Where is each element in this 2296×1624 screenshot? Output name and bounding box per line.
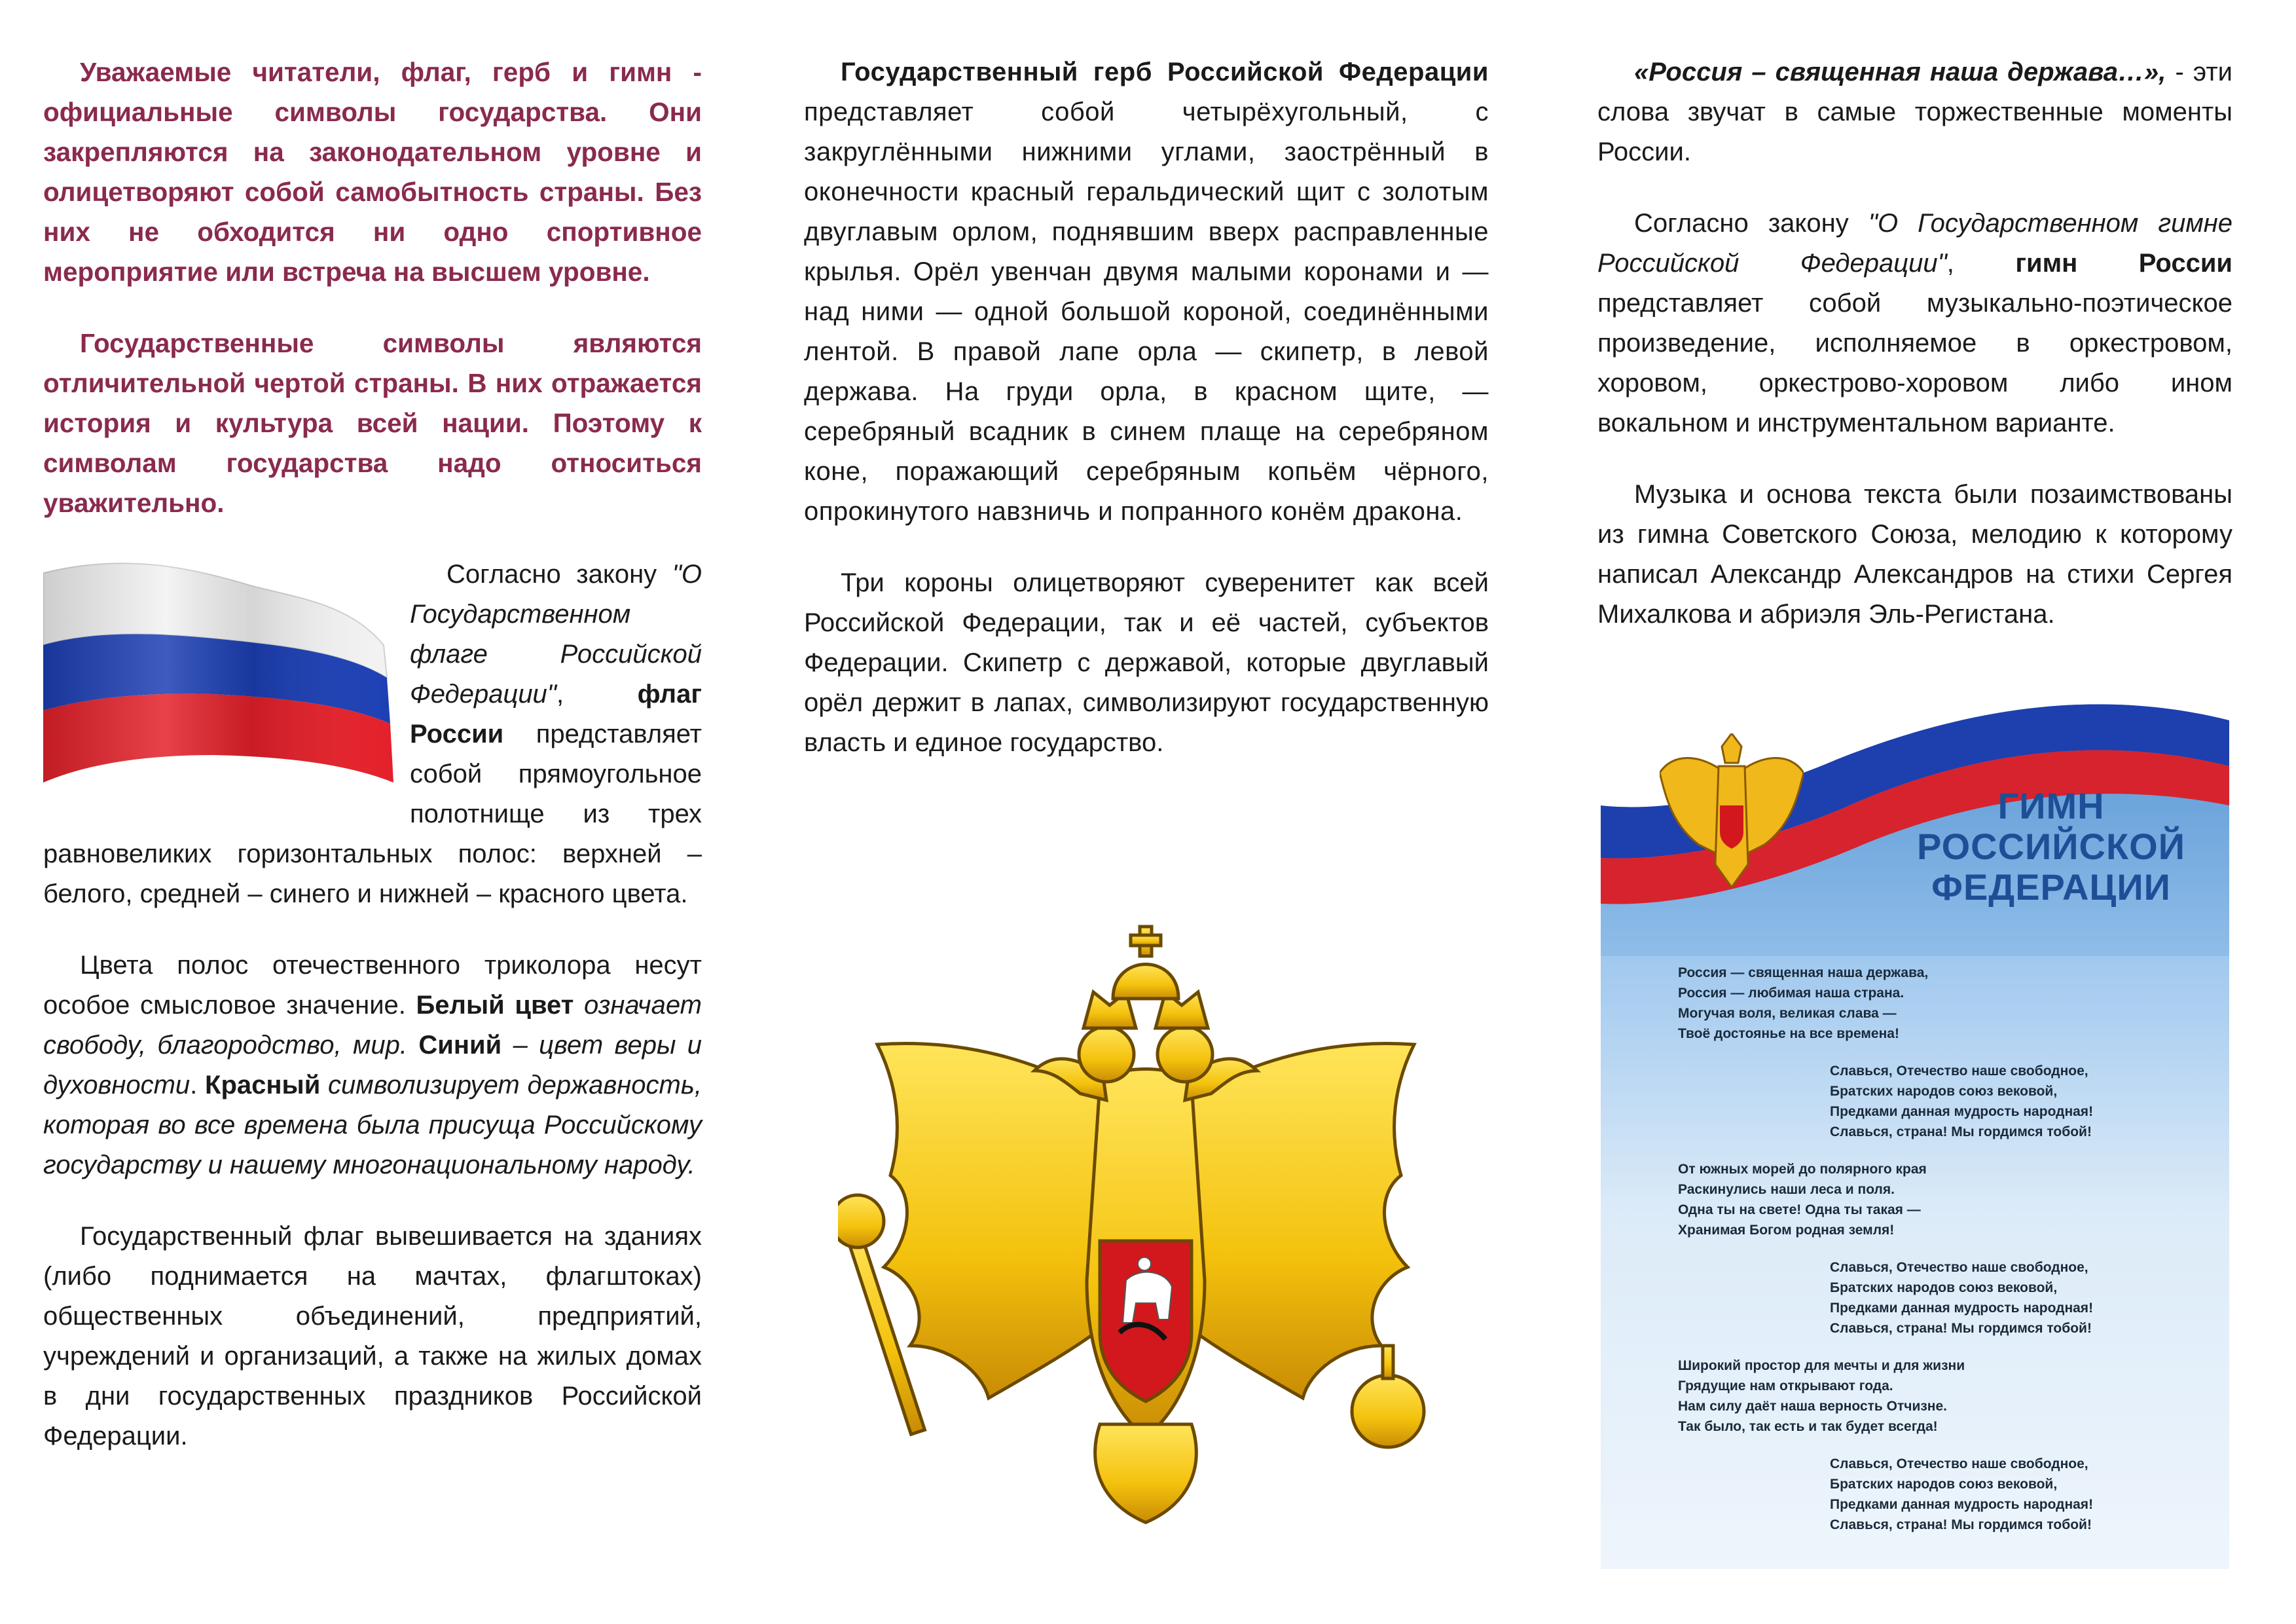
coat-of-arms-image: [838, 913, 1453, 1529]
anthem-quote-paragraph: «Россия – священная наша держава…», - эти слова звучат в самые торжественные моменты России.: [1597, 58, 2232, 166]
column-flag: [43, 52, 702, 1456]
anthem-music-paragraph: Музыка и основа текста были позаимствованы из гимна Советского Союза, мелодию к которому написал Александр Александров на стихи Сергея Михалкова и абриэля Эль-Регистана.: [1597, 480, 2232, 629]
anthem-chorus-1: Славься, Отечество наше свободное, Братских народов союз вековой, Предками данная мудрость народная! Славься, страна! Мы гордимся тобой!: [1830, 1063, 2094, 1139]
intro-paragraph: Уважаемые читатели, флаг, герб и гимн - официальные символы государства. Они закрепляются на законодательном уровне и олицетворяют собой самобытность страны. Без них не обходится ни одно спортивное мероприятие или встреча на высшем уровне.: [43, 57, 702, 287]
anthem-verse-2: От южных морей до полярного края Раскинулись наши леса и поля. Одна ты на свете! Одна ты такая — Хранимая Богом родная земля!: [1678, 1162, 1927, 1238]
anthem-poster: [1601, 681, 2229, 1569]
crowns-paragraph: Три короны олицетворяют суверенитет как всей Российской Федерации, так и её частей, субъектов Федерации. Скипетр с державой, которые двуглавый орёл держит в лапах, символизируют государственную власть и единое государство.: [804, 568, 1489, 757]
flag-hanging-paragraph: Государственный флаг вывешивается на зданиях (либо поднимается на мачтах, флагштоках) общественных объединений, предприятий, учреждений и организаций, а также на жилых домах в дни государственных праздников Российской Федерации.: [43, 1222, 702, 1450]
symbols-paragraph: Государственные символы являются отличительной чертой страны. В них отражается история и культура всей нации. Поэтому к символам государства надо относиться уважительно.: [43, 328, 702, 518]
flag-section: [43, 555, 702, 914]
anthem-verse-3: Широкий простор для мечты и для жизни Грядущие нам открывают года. Нам силу даёт наша верность Отчизне. Так было, так есть и так будет всегда!: [1678, 1358, 1965, 1434]
anthem-chorus-2: Славься, Отечество наше свободное, Братских народов союз вековой, Предками данная мудрость народная! Славься, страна! Мы гордимся тобой!: [1830, 1260, 2094, 1336]
column-anthem: [1597, 52, 2232, 635]
colors-paragraph: Цвета полос отечественного триколора несут особое смысловое значение. Белый цвет означает свободу, благородство, мир. Синий – цвет веры и духовности. Красный символизирует державность, которая во все времена была присуща Российскому государству и нашему многонациональному народу.: [43, 951, 702, 1179]
poster-emblem-icon: [1660, 733, 1804, 891]
anthem-law-paragraph: Согласно закону "О Государственном гимне Российской Федерации", гимн России представляет собой музыкально-поэтическое произведение, исполняемое в оркестровом, хоровом, оркестрово-хоровом либо ином вокальном и инструментальном варианте.: [1597, 209, 2233, 437]
anthem-verse-1: Россия — священная наша держава, Россия — любимая наша страна. Могучая воля, великая слава — Твоё достоянье на все времена!: [1678, 965, 1929, 1041]
flag-paragraph: Согласно закону "О Государственном флаге Российской Федерации", флаг России представляет собой прямоугольное полотнище из трех равновеликих горизонтальных полос: верхней – белого, средней – синего и нижней – красного цвета.: [43, 560, 702, 908]
anthem-chorus-3: Славься, Отечество наше свободное, Братских народов союз вековой, Предками данная мудрость народная! Славься, страна! Мы гордимся тобой!: [1830, 1456, 2094, 1532]
russian-flag-image: [43, 547, 397, 809]
column-coat-of-arms: [804, 52, 1489, 763]
anthem-poster-title: ГИМН РОССИЙСКОЙ ФЕДЕРАЦИИ: [1917, 785, 2185, 908]
coat-description-paragraph: Государственный герб Российской Федерации представляет собой четырёхугольный, с закруглёнными нижними углами, заострённый в оконечности красный геральдический щит с золотым двуглавым орлом, поднявшим вверх расправленные крылья. Орёл увенчан двумя малыми коронами и — над ними — одной большой короной, соединёнными лентой. В правой лапе орла — скипетр, в левой держава. На груди орла, в красном щите, — серебряный всадник в синем плаще на серебряном коне, поражающий серебряным копьём чёрного, опрокинутого навзничь и попранного конём дракона.: [804, 58, 1489, 526]
